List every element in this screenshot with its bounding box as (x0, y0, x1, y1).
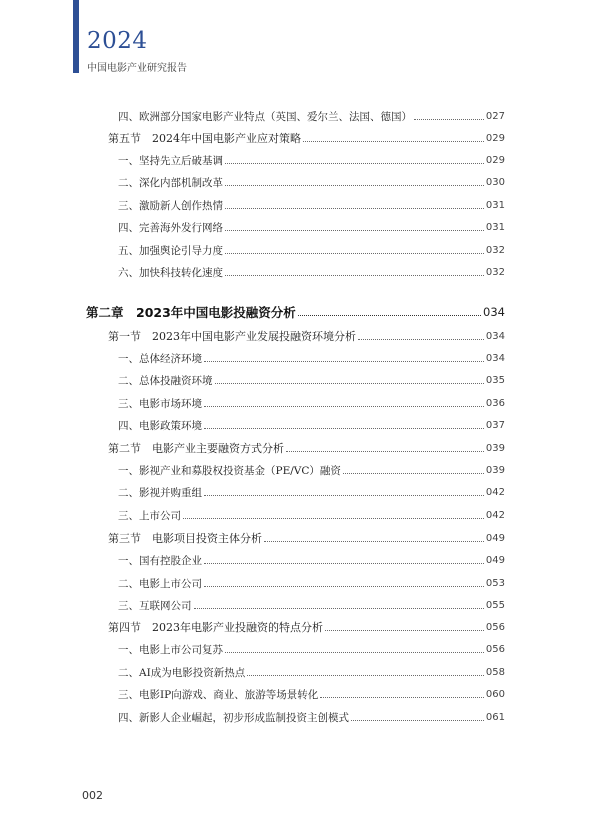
toc-section-row[interactable] (108, 328, 505, 344)
toc-section-row[interactable] (108, 440, 505, 456)
toc-item-row[interactable] (118, 709, 505, 725)
toc-entry-page: 058 (485, 666, 505, 678)
dot-leader (204, 562, 484, 564)
toc-entry-title: 二、AI成为电影投资新热点 (118, 666, 246, 679)
toc-entry-title: 二、影视并购重组 (118, 486, 202, 499)
toc-entry-title: 一、国有控股企业 (118, 554, 202, 567)
dot-leader (358, 338, 484, 340)
toc-entry-page: 031 (485, 221, 505, 233)
toc-entry-page: 034 (483, 305, 505, 319)
dot-leader (204, 360, 484, 362)
toc-entry-page: 030 (485, 176, 505, 188)
toc-entry-title: 三、电影市场环境 (118, 397, 202, 410)
toc-entry-page: 061 (485, 711, 505, 723)
dot-leader (264, 540, 484, 542)
toc-entry-title: 第一节 2023年中国电影产业发展投融资环境分析 (108, 330, 356, 343)
toc-entry-page: 027 (485, 110, 505, 122)
toc-entry-title: 一、总体经济环境 (118, 352, 202, 365)
toc-entry-title: 四、完善海外发行网络 (118, 221, 223, 234)
toc-entry-page: 035 (485, 374, 505, 386)
dot-leader (225, 651, 484, 653)
toc-entry-title: 三、电影IP向游戏、商业、旅游等场景转化 (118, 688, 319, 701)
dot-leader (351, 719, 484, 721)
dot-leader (225, 207, 484, 209)
toc-entry-page: 053 (485, 577, 505, 589)
toc-item-row[interactable] (118, 264, 505, 280)
toc-entry-page: 039 (485, 464, 505, 476)
dot-leader (204, 405, 484, 407)
toc-entry-title: 第五节 2024年中国电影产业应对策略 (108, 132, 301, 145)
dot-leader (414, 118, 484, 120)
toc-entry-page: 029 (485, 154, 505, 166)
toc-item-row[interactable] (118, 152, 505, 168)
dot-leader (204, 494, 484, 496)
toc-entry-page: 039 (485, 442, 505, 454)
toc-entry-title: 五、加强舆论引导力度 (118, 244, 223, 257)
dot-leader (225, 184, 484, 186)
toc-entry-page: 032 (485, 244, 505, 256)
toc-entry-page: 042 (485, 509, 505, 521)
toc-entry-page: 049 (485, 532, 505, 544)
toc-entry-title: 二、深化内部机制改革 (118, 176, 223, 189)
dot-leader (204, 585, 484, 587)
toc-entry-page: 036 (485, 397, 505, 409)
toc-entry-page: 034 (485, 352, 505, 364)
toc-entry-title: 四、新影人企业崛起，初步形成监制投资主创模式 (118, 711, 349, 724)
toc-entry-title: 第四节 2023年电影产业投融资的特点分析 (108, 621, 323, 634)
dot-leader (343, 472, 484, 474)
toc-entry-title: 一、影视产业和募股权投资基金（PE/VC）融资 (118, 464, 341, 477)
toc-entry-title: 一、电影上市公司复苏 (118, 643, 223, 656)
dot-leader (225, 252, 484, 254)
dot-leader (225, 274, 484, 276)
dot-leader (298, 314, 481, 316)
toc-entry-page: 055 (485, 599, 505, 611)
toc-entry-title: 三、上市公司 (118, 509, 181, 522)
toc-entry-page: 029 (485, 132, 505, 144)
dot-leader (215, 382, 484, 384)
toc-entry-title: 第二章 2023年中国电影投融资分析 (86, 305, 296, 320)
page-number: 002 (82, 789, 103, 802)
toc-entry-page: 056 (485, 621, 505, 633)
dot-leader (194, 607, 484, 609)
toc-entry-page: 037 (485, 419, 505, 431)
toc-entry-page: 031 (485, 199, 505, 211)
toc-item-row[interactable] (118, 372, 505, 388)
toc-entry-title: 三、互联网公司 (118, 599, 192, 612)
toc-item-row[interactable] (118, 174, 505, 190)
toc-item-row[interactable] (118, 462, 505, 478)
toc-section-row[interactable] (108, 130, 505, 146)
toc-item-row[interactable] (118, 641, 505, 657)
toc-entry-page: 034 (485, 330, 505, 342)
toc-item-row[interactable] (118, 597, 505, 613)
toc-entry-page: 032 (485, 266, 505, 278)
toc-entry-title: 三、激励新人创作热情 (118, 199, 223, 212)
toc-entry-title: 四、电影政策环境 (118, 419, 202, 432)
toc-entry-page: 056 (485, 643, 505, 655)
toc-item-row[interactable] (118, 219, 505, 235)
toc-item-row[interactable] (118, 686, 505, 702)
toc-item-row[interactable] (118, 552, 505, 568)
dot-leader (286, 450, 484, 452)
dot-leader (225, 162, 484, 164)
dot-leader (303, 140, 484, 142)
toc-item-row[interactable] (118, 507, 505, 523)
toc-entry-title: 六、加快科技转化速度 (118, 266, 223, 279)
header-year: 2024 (87, 28, 148, 54)
dot-leader (247, 674, 484, 676)
dot-leader (325, 629, 484, 631)
dot-leader (320, 696, 484, 698)
toc-entry-page: 060 (485, 688, 505, 700)
toc-entry-page: 042 (485, 486, 505, 498)
toc-item-row[interactable] (118, 350, 505, 366)
dot-leader (204, 427, 484, 429)
toc-item-row[interactable] (118, 395, 505, 411)
toc-entry-title: 第三节 电影项目投资主体分析 (108, 532, 262, 545)
header-accent-bar (73, 0, 79, 73)
toc-entry-page: 049 (485, 554, 505, 566)
toc-item-row[interactable] (118, 197, 505, 213)
toc-section-row[interactable] (108, 619, 505, 635)
toc-entry-title: 第二节 电影产业主要融资方式分析 (108, 442, 284, 455)
toc-entry-title: 一、坚持先立后破基调 (118, 154, 223, 167)
toc-item-row[interactable] (118, 108, 505, 124)
header-subtitle: 中国电影产业研究报告 (87, 63, 187, 74)
toc-item-row[interactable] (118, 575, 505, 591)
toc-entry-title: 二、总体投融资环境 (118, 374, 213, 387)
toc-item-row[interactable] (118, 242, 505, 258)
toc-item-row[interactable] (118, 664, 505, 680)
toc-entry-title: 二、电影上市公司 (118, 577, 202, 590)
toc-item-row[interactable] (118, 417, 505, 433)
dot-leader (225, 229, 484, 231)
toc-section-row[interactable] (108, 530, 505, 546)
toc-item-row[interactable] (118, 484, 505, 500)
toc-entry-title: 四、欧洲部分国家电影产业特点（英国、爱尔兰、法国、德国） (118, 110, 412, 123)
dot-leader (183, 517, 484, 519)
toc-chapter-row[interactable] (86, 304, 505, 320)
